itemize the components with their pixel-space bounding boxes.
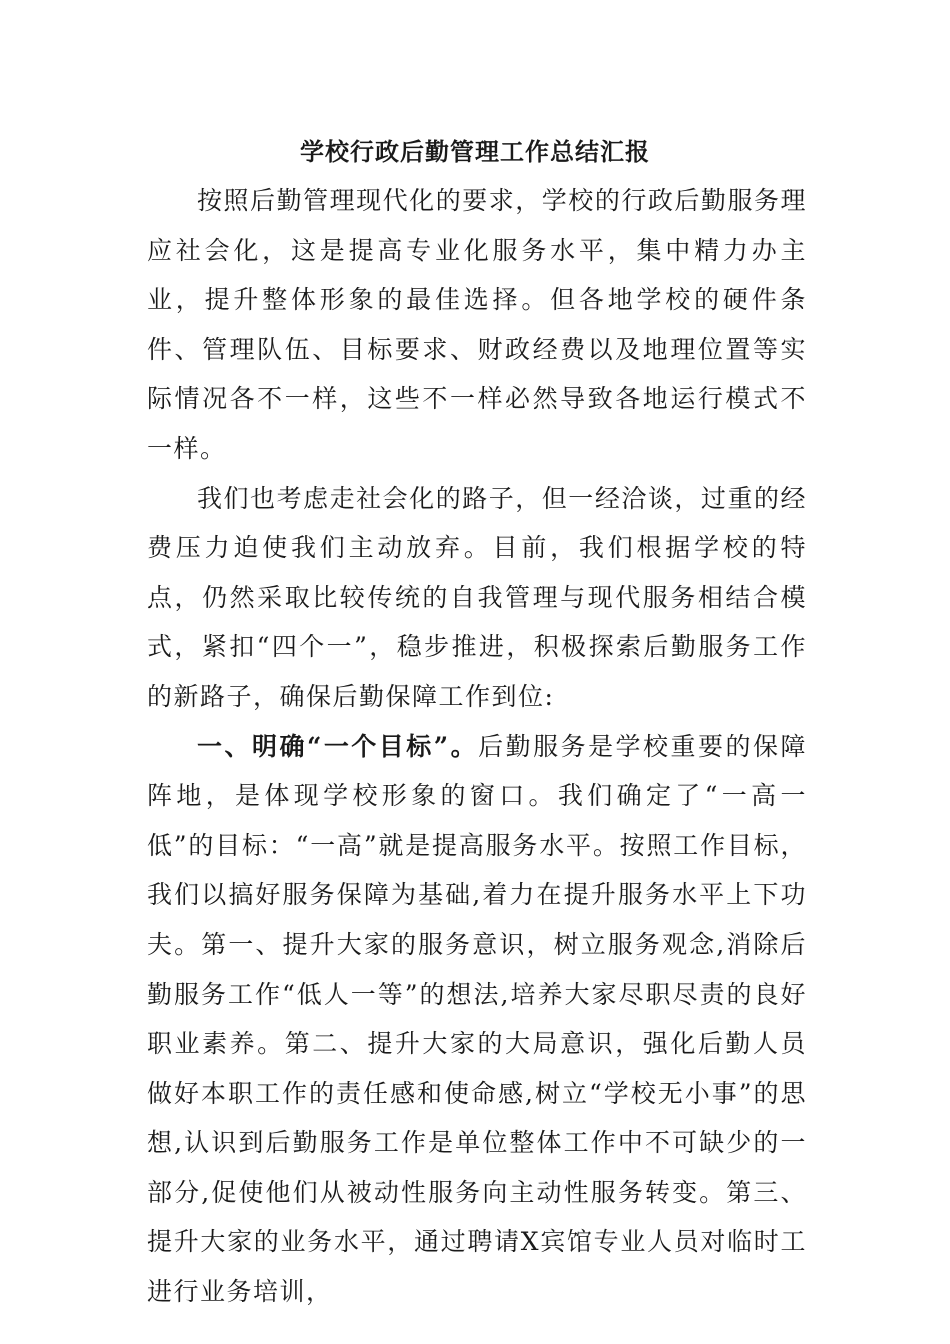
paragraph-section-one [147,722,807,1317]
document-body [147,176,807,1317]
section-body-one: 后勤服务是学校重要的保障阵地，是体现学校形象的窗口。我们确定了“一高一低”的目标：“一高”就是提高服务水平。按照工作目标，我们以搞好服务保障为基础,着力在提升服务水平上下功夫。第一、提升大家的服务意识，树立服务观念,消除后勤服务工作“低人一等”的想法,培养大家尽职尽责的良好职业素养。第二、提升大家的大局意识，强化后勤人员做好本职工作的责任感和使命感,树立“学校无小事”的思想,认识到后勤服务工作是单位整体工作中不可缺少的一部分,促使他们从被动性服务向主动性服务转变。第三、提升大家的业务水平，通过聘请X宾馆专业人员对临时工进行业务培训， [147,731,807,1307]
document-title: 学校行政后勤管理工作总结汇报 [300,137,650,166]
paragraph-approach: 我们也考虑走社会化的路子，但一经洽谈，过重的经费压力迫使我们主动放弃。目前，我们根据学校的特点，仍然采取比较传统的自我管理与现代服务相结合模式，紧扣“四个一”，稳步推进，积极探索后勤服务工作的新路子，确保后勤保障工作到位: [147,483,807,711]
paragraph-intro: 按照后勤管理现代化的要求，学校的行政后勤服务理应社会化，这是提高专业化服务水平，集中精力办主业，提升整体形象的最佳选择。但各地学校的硬件条件、管理队伍、目标要求、财政经费以及地理位置等实际情况各不一样，这些不一样必然导致各地运行模式不一样。 [147,186,807,463]
section-heading-one: 一、明确“一个目标”。 [197,731,479,761]
